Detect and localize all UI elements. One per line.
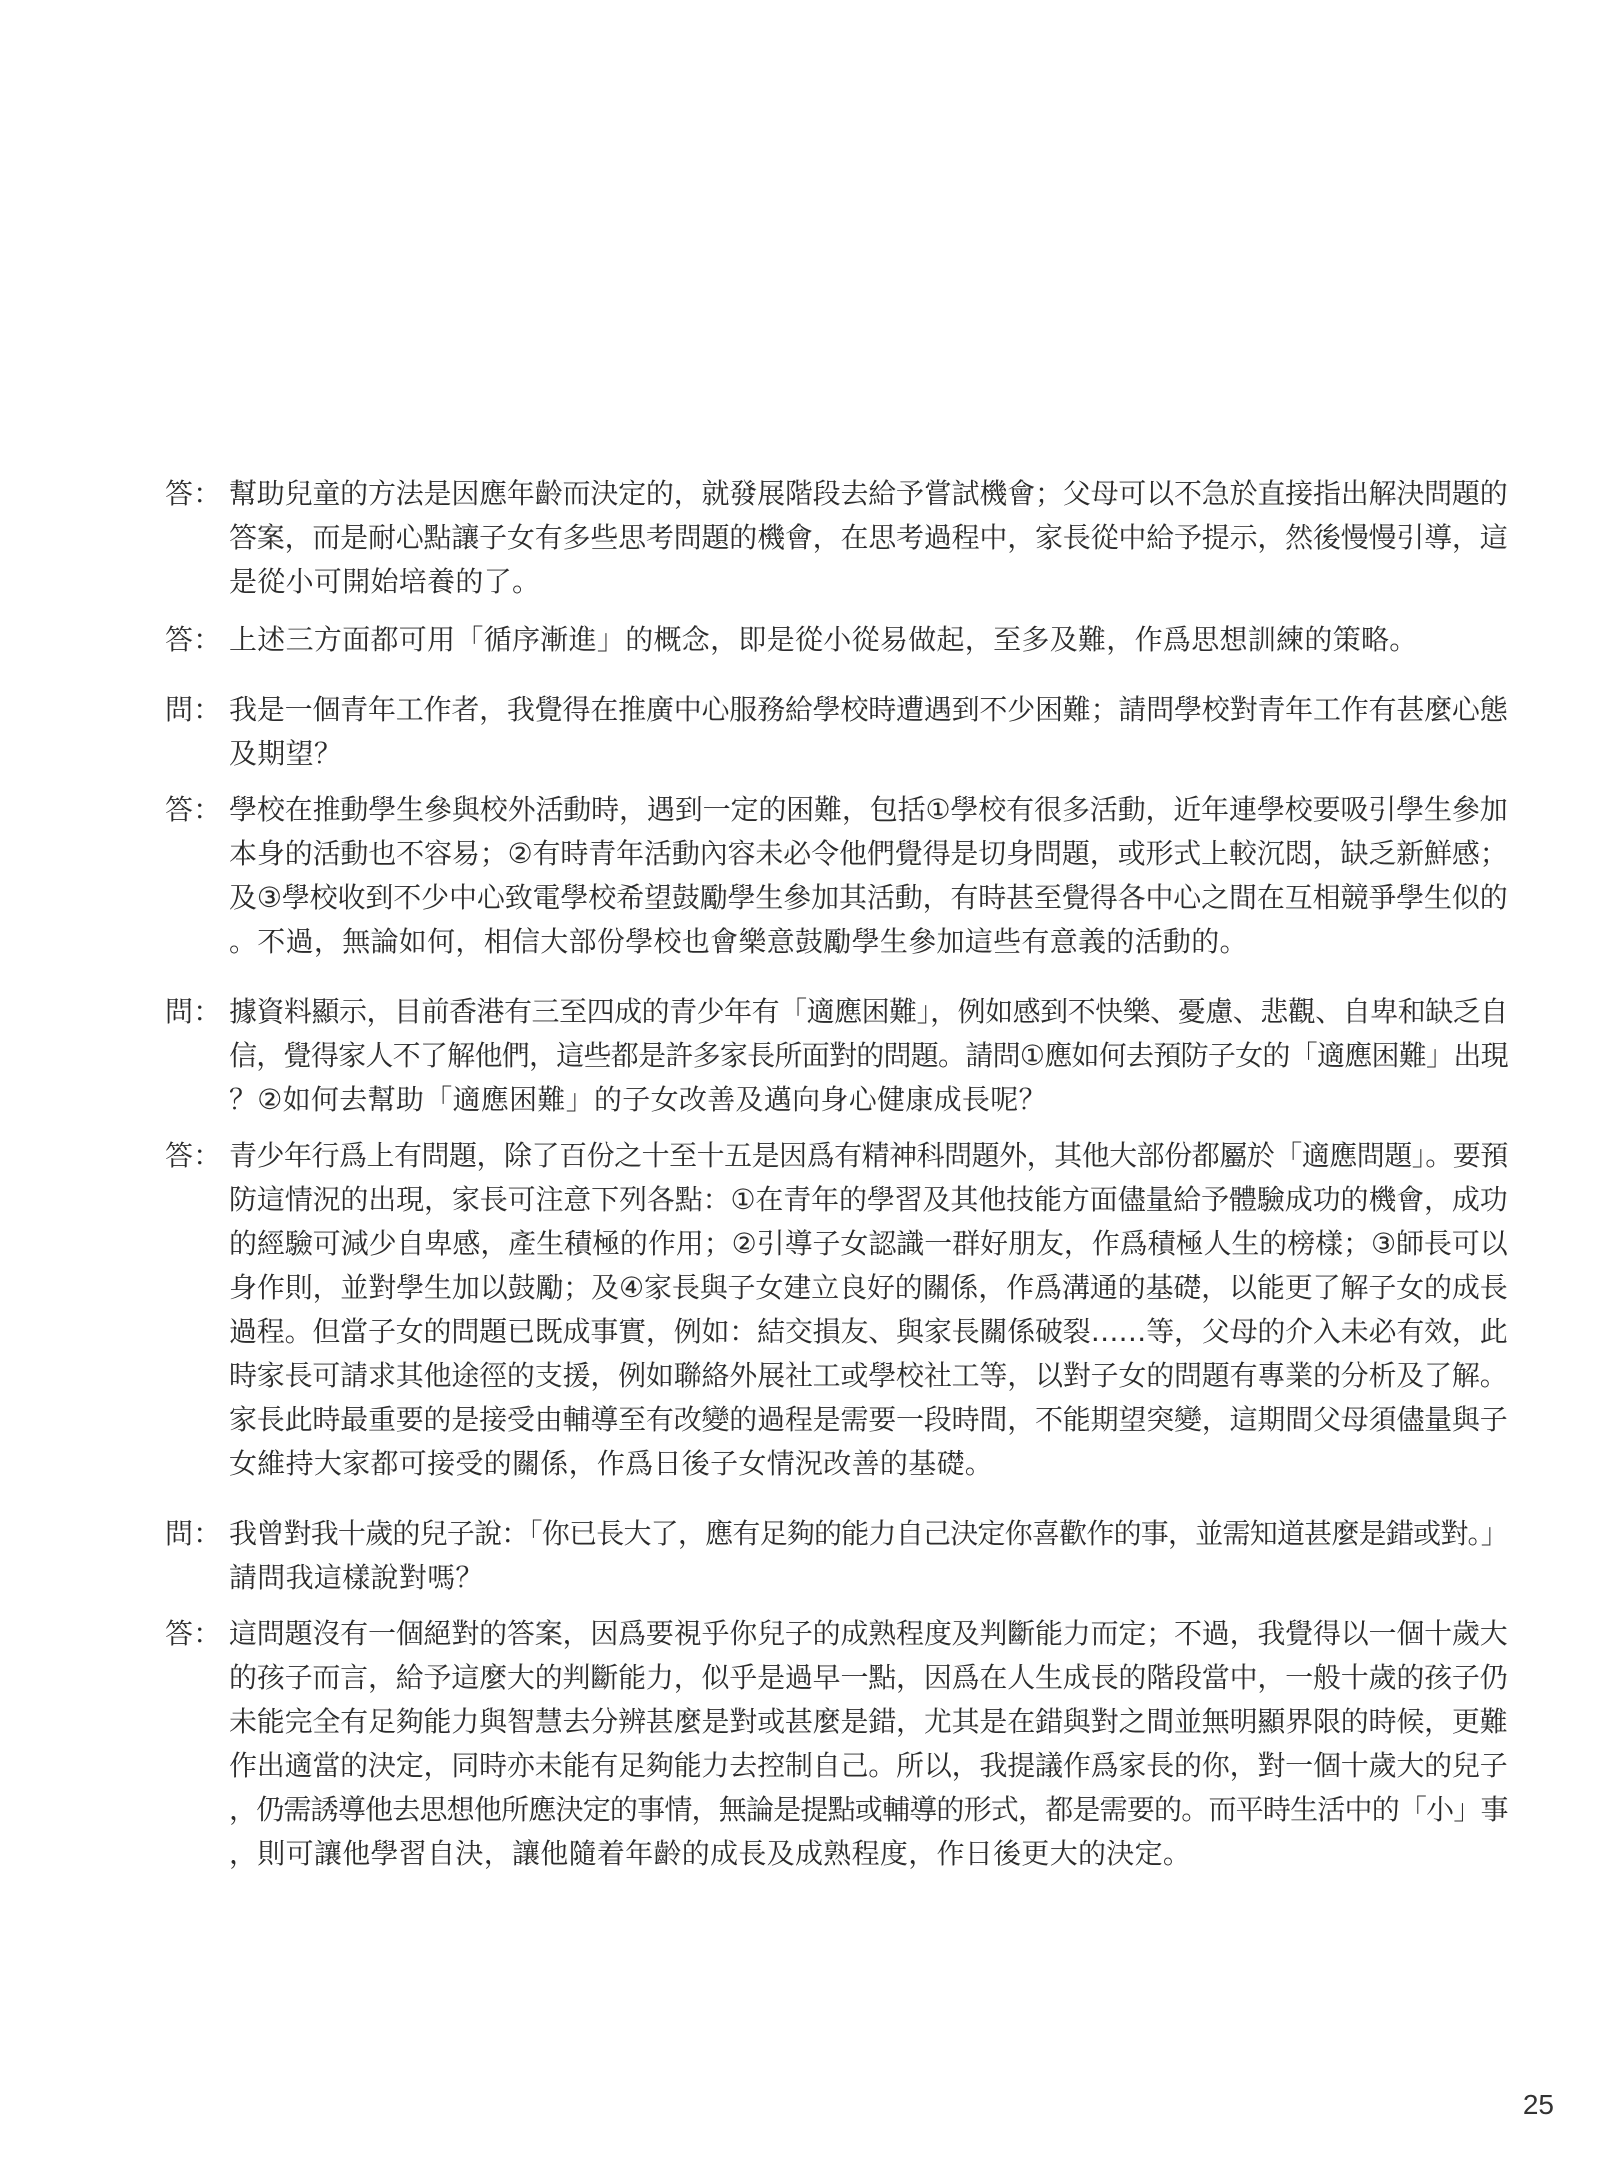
qa-text: [229, 618, 1510, 662]
text-line: 請問我這樣說對嗎？: [229, 1561, 484, 1594]
text-line: 這問題沒有一個絕對的答案，因爲要視乎你兒子的成熟程度及判斷能力而定；不過，我覺得以一個十歲大: [229, 1617, 1508, 1650]
answer-marker: 答：: [165, 1617, 222, 1650]
answer-item: [165, 472, 1510, 604]
text-line: 的孩子而言，給予這麼大的判斷能力，似乎是過早一點，因爲在人生成長的階段當中，一般十歲的孩子仍: [229, 1661, 1508, 1694]
answer-item: [165, 788, 1510, 964]
qa-text: [229, 788, 1510, 964]
text-line: ？②如何去幫助「適應困難」的子女改善及邁向身心健康成長呢？: [229, 1083, 1047, 1116]
qa-text: [229, 1512, 1510, 1600]
text-line: 作出適當的決定，同時亦未能有足夠能力去控制自己。所以，我提議作爲家長的你，對一個十歲大的兒子: [229, 1749, 1508, 1782]
qa-text: [229, 688, 1510, 776]
question-item: [165, 688, 1510, 776]
text-line: 的經驗可減少自卑感，產生積極的作用；②引導子女認識一群好朋友，作爲積極人生的榜樣；③師長可以: [229, 1227, 1508, 1260]
text-line: 時家長可請求其他途徑的支援，例如聯絡外展社工或學校社工等，以對子女的問題有專業的分析及了解。: [229, 1359, 1508, 1392]
text-line: 未能完全有足夠能力與智慧去分辨甚麼是對或甚麼是錯，尤其是在錯與對之間並無明顯界限的時候，更難: [229, 1705, 1508, 1738]
text-line: 學校在推動學生參與校外活動時，遇到一定的困難，包括①學校有很多活動，近年連學校要吸引學生參加: [229, 793, 1508, 826]
text-line: 青少年行爲上有問題，除了百份之十至十五是因爲有精神科問題外，其他大部份都屬於「適應問題」。要預: [229, 1139, 1508, 1172]
qa-text: [229, 1134, 1510, 1486]
question-marker: 問：: [165, 693, 222, 726]
text-line: 身作則，並對學生加以鼓勵；及④家長與子女建立良好的關係，作爲溝通的基礎，以能更了解子女的成長: [229, 1271, 1508, 1304]
text-line: ，則可讓他學習自決，讓他隨着年齡的成長及成熟程度，作日後更大的決定。: [229, 1837, 1192, 1870]
answer-marker: 答：: [165, 1139, 222, 1172]
qa-text: [229, 1612, 1510, 1876]
qa-text: [229, 990, 1510, 1122]
text-line: 過程。但當子女的問題已既成事實，例如：結交損友、與家長關係破裂……等，父母的介入未必有效，此: [229, 1315, 1508, 1348]
page-number: 25: [1522, 2089, 1554, 2120]
answer-item: [165, 1612, 1510, 1876]
answer-item: [165, 618, 1510, 662]
text-line: 上述三方面都可用「循序漸進」的概念，即是從小從易做起，至多及難，作爲思想訓練的策略。: [229, 623, 1418, 656]
question-marker: 問：: [165, 1517, 222, 1550]
answer-marker: 答：: [165, 793, 222, 826]
answer-item: [165, 1134, 1510, 1486]
question-marker: 問：: [165, 995, 222, 1028]
text-line: 幫助兒童的方法是因應年齡而決定的，就發展階段去給予嘗試機會；父母可以不急於直接指出解決問題的: [229, 477, 1508, 510]
text-line: 及③學校收到不少中心致電學校希望鼓勵學生參加其活動，有時甚至覺得各中心之間在互相競爭學生似的: [229, 881, 1508, 914]
answer-marker: 答：: [165, 477, 222, 510]
qa-text: [229, 472, 1510, 604]
text-line: 女維持大家都可接受的關係，作爲日後子女情況改善的基礎。: [229, 1447, 994, 1480]
text-line: 及期望？: [229, 737, 343, 770]
answer-marker: 答：: [165, 623, 222, 656]
text-line: 我是一個青年工作者，我覺得在推廣中心服務給學校時遭遇到不少困難；請問學校對青年工作有甚麼心態: [229, 693, 1508, 726]
text-line: 答案，而是耐心點讓子女有多些思考問題的機會，在思考過程中，家長從中給予提示，然後慢慢引導，這: [229, 521, 1508, 554]
text-line: ，仍需誘導他去思想他所應決定的事情，無論是提點或輔導的形式，都是需要的。而平時生活中的「小」事: [229, 1793, 1508, 1826]
text-line: 據資料顯示，目前香港有三至四成的青少年有「適應困難」，例如感到不快樂、憂慮、悲觀、自卑和缺乏自: [229, 995, 1508, 1028]
text-line: 是從小可開始培養的了。: [229, 565, 541, 598]
qa-list: [165, 458, 1510, 1876]
question-item: [165, 990, 1510, 1122]
text-line: 信，覺得家人不了解他們，這些都是許多家長所面對的問題。請問①應如何去預防子女的「適應困難」出現: [229, 1039, 1508, 1072]
text-line: 家長此時最重要的是接受由輔導至有改變的過程是需要一段時間，不能期望突變，這期間父母須儘量與子: [229, 1403, 1508, 1436]
text-line: 我曾對我十歲的兒子說：「你已長大了，應有足夠的能力自己決定你喜歡作的事，並需知道甚麼是錯或對。」: [229, 1517, 1509, 1550]
question-item: [165, 1512, 1510, 1600]
text-line: 。不過，無論如何，相信大部份學校也會樂意鼓勵學生參加這些有意義的活動的。: [229, 925, 1248, 958]
text-line: 防這情況的出現，家長可注意下列各點：①在青年的學習及其他技能方面儘量給予體驗成功的機會，成功: [229, 1183, 1508, 1216]
text-line: 本身的活動也不容易；②有時青年活動內容未必令他們覺得是切身問題，或形式上較沉悶，缺乏新鮮感；: [229, 837, 1508, 870]
